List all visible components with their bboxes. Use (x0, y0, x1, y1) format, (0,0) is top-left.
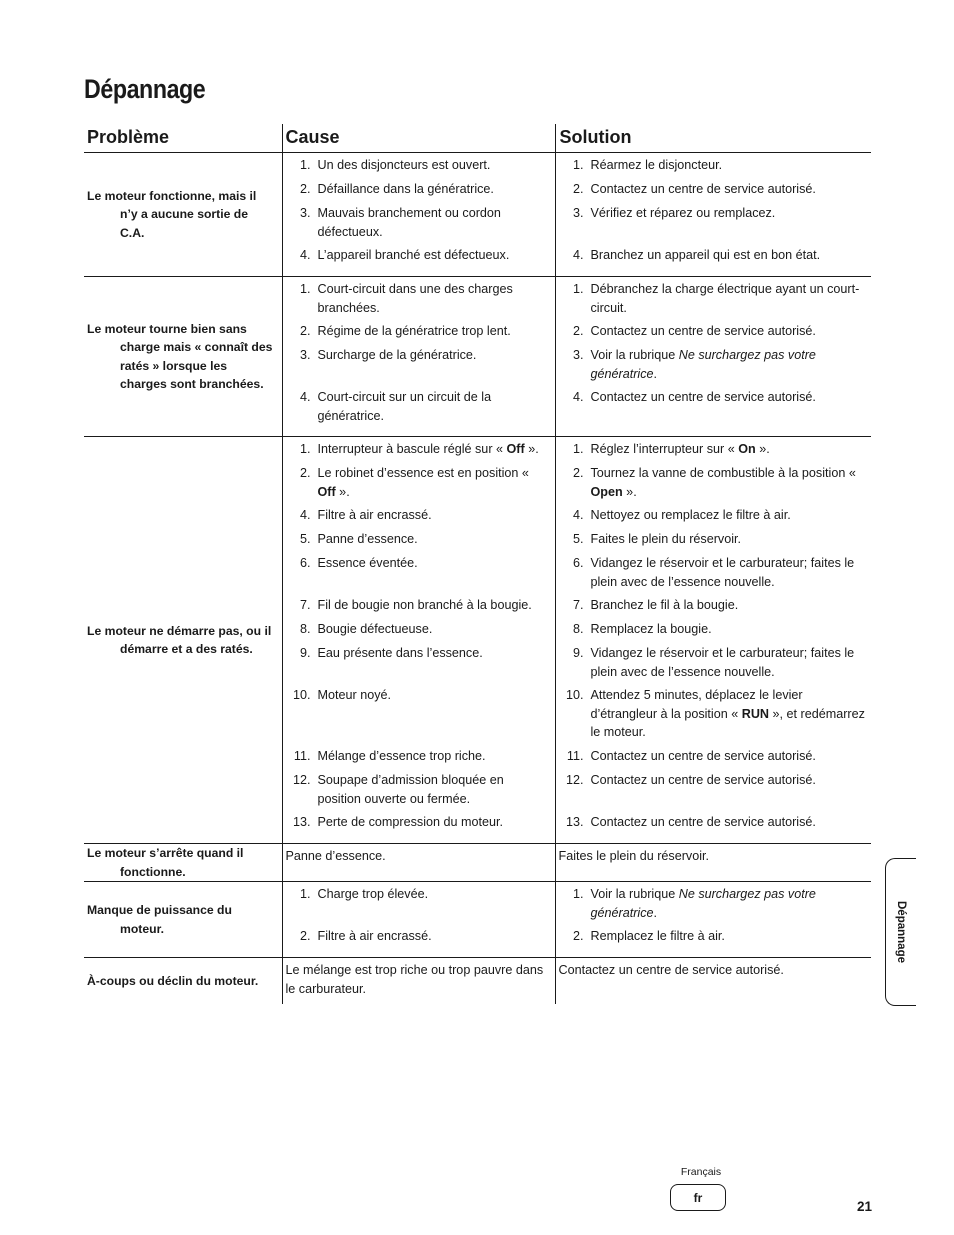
item-number: 4. (572, 248, 584, 262)
item-text: ». (622, 484, 637, 499)
side-tab-label: Dépannage (895, 901, 907, 963)
item-number: 2. (299, 466, 311, 480)
item-text: Contactez un centre de service autorisé. (590, 324, 816, 338)
item-text-italic: Ne surchargez pas votre génératrice (590, 887, 816, 920)
item-text: Tournez la vanne de combustible à la position « (590, 466, 856, 480)
cause-list (283, 153, 555, 276)
item-number: 1. (572, 282, 584, 296)
item-text: Vidangez le réservoir et le carburateur; faites le plein avec de l’essence nouvelle. (590, 646, 855, 679)
item-text-bold: On (738, 442, 756, 456)
solution-text: Contactez un centre de service autorisé. (558, 963, 784, 977)
solution-item (556, 927, 872, 946)
cause-item (283, 885, 555, 922)
cause-cell (282, 958, 555, 1005)
header-problem: Problème (84, 124, 282, 153)
item-text: . (653, 366, 658, 381)
item-number: 3. (572, 206, 584, 220)
cause-item (283, 322, 555, 341)
item-text: Attendez 5 minutes, déplacez le levier d’étrangleur à la position « (590, 688, 803, 721)
cause-item (283, 554, 555, 591)
item-text: Mélange d’essence trop riche. (317, 749, 486, 763)
cause-cell (282, 437, 555, 844)
cause-cell (282, 844, 555, 882)
item-number: 2. (572, 182, 584, 196)
item-text: », et redémarrez le moteur. (590, 706, 865, 739)
solution-item (556, 596, 872, 615)
solution-item (556, 322, 872, 341)
item-text: . (653, 905, 658, 920)
problem-cell (84, 153, 282, 277)
problem-text: Le moteur fonctionne, mais il n’y a aucune sortie de C.A. (87, 188, 257, 240)
cause-cell (282, 277, 555, 437)
table-row (84, 844, 871, 882)
cause-item (283, 644, 555, 681)
solution-item (556, 686, 872, 742)
solution-item (556, 747, 872, 766)
item-number: 6. (299, 556, 311, 570)
page-number: 21 (856, 1199, 872, 1214)
table-header-row (84, 124, 871, 153)
item-number: 11. (293, 749, 311, 763)
item-text: Contactez un centre de service autorisé. (590, 749, 816, 763)
item-number: 1. (572, 887, 584, 901)
item-number: 2. (299, 929, 311, 943)
table-row (84, 437, 871, 844)
item-text: Le robinet d’essence est en position « (317, 466, 529, 480)
problem-text: Le moteur tourne bien sans charge mais « connaît des ratés » lorsque les charges sont branchées. (87, 321, 273, 391)
problem-cell (84, 277, 282, 437)
item-number: 10. (565, 688, 584, 702)
item-number: 13. (565, 815, 584, 829)
table-row (84, 277, 871, 437)
item-number: 1. (572, 442, 584, 456)
cause-item (283, 686, 555, 742)
problem-cell (84, 844, 282, 882)
item-text: Court-circuit sur un circuit de la génératrice. (317, 390, 492, 423)
item-text: Eau présente dans l’essence. (317, 646, 483, 660)
item-number: 5. (572, 532, 584, 546)
item-text: Court-circuit dans une des charges branchées. (317, 282, 513, 315)
item-text: Contactez un centre de service autorisé. (590, 773, 816, 787)
item-number: 12. (292, 773, 311, 787)
problem-text: Le moteur ne démarre pas, ou il démarre et a des ratés. (87, 623, 272, 656)
item-number: 10. (292, 688, 311, 702)
item-number: 1. (299, 887, 311, 901)
item-text: Un des disjoncteurs est ouvert. (317, 158, 491, 172)
item-number: 1. (299, 158, 311, 172)
item-number: 4. (299, 248, 311, 262)
item-text-bold: RUN (741, 706, 770, 721)
problem-text: Manque de puissance du moteur. (87, 903, 232, 936)
item-number: 2. (572, 466, 584, 480)
item-text: Débranchez la charge électrique ayant un court-circuit. (590, 282, 860, 315)
item-text-bold: Off (506, 442, 525, 456)
cause-list (283, 882, 555, 957)
problem-cell (84, 437, 282, 844)
cause-text: Panne d’essence. (285, 849, 386, 863)
item-number: 9. (299, 646, 311, 660)
problem-cell (84, 882, 282, 958)
solution-item (556, 464, 872, 501)
item-text: Essence éventée. (317, 556, 418, 570)
item-text: Régime de la génératrice trop lent. (317, 324, 511, 338)
section-side-tab[interactable] (885, 858, 916, 1006)
solution-item (556, 346, 872, 383)
problem-text: À-coups ou déclin du moteur. (87, 973, 259, 988)
item-text: Filtre à air encrassé. (317, 508, 432, 522)
solution-cell (555, 437, 871, 844)
page-title: Dépannage (84, 74, 206, 104)
cause-item (283, 204, 555, 241)
solution-list (556, 277, 872, 436)
item-text: ». (755, 442, 770, 456)
item-text: Remplacez le filtre à air. (590, 929, 725, 943)
header-solution: Solution (555, 124, 871, 153)
item-text: Interrupteur à bascule réglé sur « (317, 442, 507, 456)
solution-text: Faites le plein du réservoir. (558, 849, 709, 863)
cause-item (283, 388, 555, 425)
solution-cell (555, 277, 871, 437)
item-text-bold: Off (317, 484, 336, 499)
cause-text: Le mélange est trop riche ou trop pauvre dans le carburateur. (285, 963, 544, 996)
table-body (84, 153, 871, 1005)
item-text: Défaillance dans la génératrice. (317, 182, 494, 196)
item-text: Charge trop élevée. (317, 887, 429, 901)
solution-item (556, 620, 872, 639)
item-text: L’appareil branché est défectueux. (317, 248, 510, 262)
solution-item (556, 771, 872, 808)
solution-list (556, 153, 872, 276)
item-number: 3. (299, 206, 311, 220)
item-text: Branchez un appareil qui est en bon état. (590, 248, 821, 262)
item-text: Réarmez le disjoncteur. (590, 158, 723, 172)
cause-list (283, 277, 555, 436)
solution-cell (555, 882, 871, 958)
item-text: ». (335, 484, 350, 499)
item-number: 8. (572, 622, 584, 636)
cause-item (283, 596, 555, 615)
solution-item (556, 204, 872, 241)
language-label: Français (680, 1166, 722, 1178)
item-text: Voir la rubrique (590, 348, 679, 362)
cause-item (283, 927, 555, 946)
solution-item (556, 388, 872, 425)
item-text: Vidangez le réservoir et le carburateur; faites le plein avec de l’essence nouvelle. (590, 556, 855, 589)
item-text: Contactez un centre de service autorisé. (590, 182, 816, 196)
cause-item (283, 346, 555, 383)
troubleshooting-table (84, 124, 871, 1004)
cause-item (283, 156, 555, 175)
solution-item (556, 506, 872, 525)
item-number: 13. (292, 815, 311, 829)
cause-item (283, 771, 555, 808)
item-text: Perte de compression du moteur. (317, 815, 504, 829)
item-text: Bougie défectueuse. (317, 622, 433, 636)
item-number: 4. (299, 390, 311, 404)
item-number: 8. (299, 622, 311, 636)
table-row (84, 153, 871, 277)
problem-cell (84, 958, 282, 1005)
item-text: Mauvais branchement ou cordon défectueux. (317, 206, 501, 239)
solution-item (556, 156, 872, 175)
item-text: ». (524, 442, 539, 456)
item-number: 3. (299, 348, 311, 362)
item-text: Voir la rubrique (590, 887, 679, 901)
cause-item (283, 530, 555, 549)
solution-item (556, 440, 872, 459)
item-number: 12. (565, 773, 584, 787)
problem-text: Le moteur s’arrête quand il fonctionne. (87, 846, 244, 879)
table-row (84, 882, 871, 958)
item-number: 2. (572, 324, 584, 338)
solution-item (556, 530, 872, 549)
solution-item (556, 644, 872, 681)
item-text: Surcharge de la génératrice. (317, 348, 477, 362)
item-text: Filtre à air encrassé. (317, 929, 432, 943)
item-number: 2. (572, 929, 584, 943)
item-number: 4. (572, 508, 584, 522)
item-number: 2. (299, 324, 311, 338)
item-text: Soupape d’admission bloquée en position ouverte ou fermée. (317, 773, 504, 806)
item-number: 1. (299, 282, 311, 296)
cause-item (283, 246, 555, 265)
solution-item (556, 813, 872, 832)
item-text: Contactez un centre de service autorisé. (590, 815, 816, 829)
cause-item (283, 620, 555, 639)
cause-list (283, 437, 555, 843)
item-text: Faites le plein du réservoir. (590, 532, 741, 546)
solution-item (556, 885, 872, 922)
item-text-bold: Open (590, 484, 623, 499)
item-number: 4. (572, 390, 584, 404)
cause-item (283, 813, 555, 832)
item-text: Moteur noyé. (317, 688, 392, 702)
item-text: Contactez un centre de service autorisé. (590, 390, 816, 404)
item-text: Vérifiez et réparez ou remplacez. (590, 206, 776, 220)
cause-cell (282, 153, 555, 277)
item-number: 1. (572, 158, 584, 172)
solution-item (556, 554, 872, 591)
table-row (84, 958, 871, 1005)
item-number: 2. (299, 182, 311, 196)
item-text: Réglez l’interrupteur sur « (590, 442, 739, 456)
item-text: Branchez le fil à la bougie. (590, 598, 739, 612)
item-text: Remplacez la bougie. (590, 622, 712, 636)
item-text-italic: Ne surchargez pas votre génératrice (590, 348, 816, 381)
item-text: Fil de bougie non branché à la bougie. (317, 598, 532, 612)
solution-item (556, 180, 872, 199)
item-number: 3. (572, 348, 584, 362)
cause-item (283, 464, 555, 501)
item-number: 7. (299, 598, 311, 612)
cause-item (283, 747, 555, 766)
item-number: 6. (572, 556, 584, 570)
item-number: 1. (299, 442, 311, 456)
item-number: 9. (572, 646, 584, 660)
item-number: 4. (299, 508, 311, 522)
item-number: 11. (566, 749, 584, 763)
language-badge: fr (670, 1184, 726, 1211)
solution-list (556, 437, 872, 843)
item-number: 5. (299, 532, 311, 546)
solution-cell (555, 958, 871, 1005)
solution-list (556, 882, 872, 957)
cause-item (283, 506, 555, 525)
solution-cell (555, 153, 871, 277)
cause-cell (282, 882, 555, 958)
cause-item (283, 180, 555, 199)
header-cause: Cause (282, 124, 555, 153)
item-text: Nettoyez ou remplacez le filtre à air. (590, 508, 791, 522)
item-number: 7. (572, 598, 584, 612)
item-text: Panne d’essence. (317, 532, 418, 546)
solution-cell (555, 844, 871, 882)
solution-item (556, 280, 872, 317)
cause-item (283, 440, 555, 459)
solution-item (556, 246, 872, 265)
cause-item (283, 280, 555, 317)
